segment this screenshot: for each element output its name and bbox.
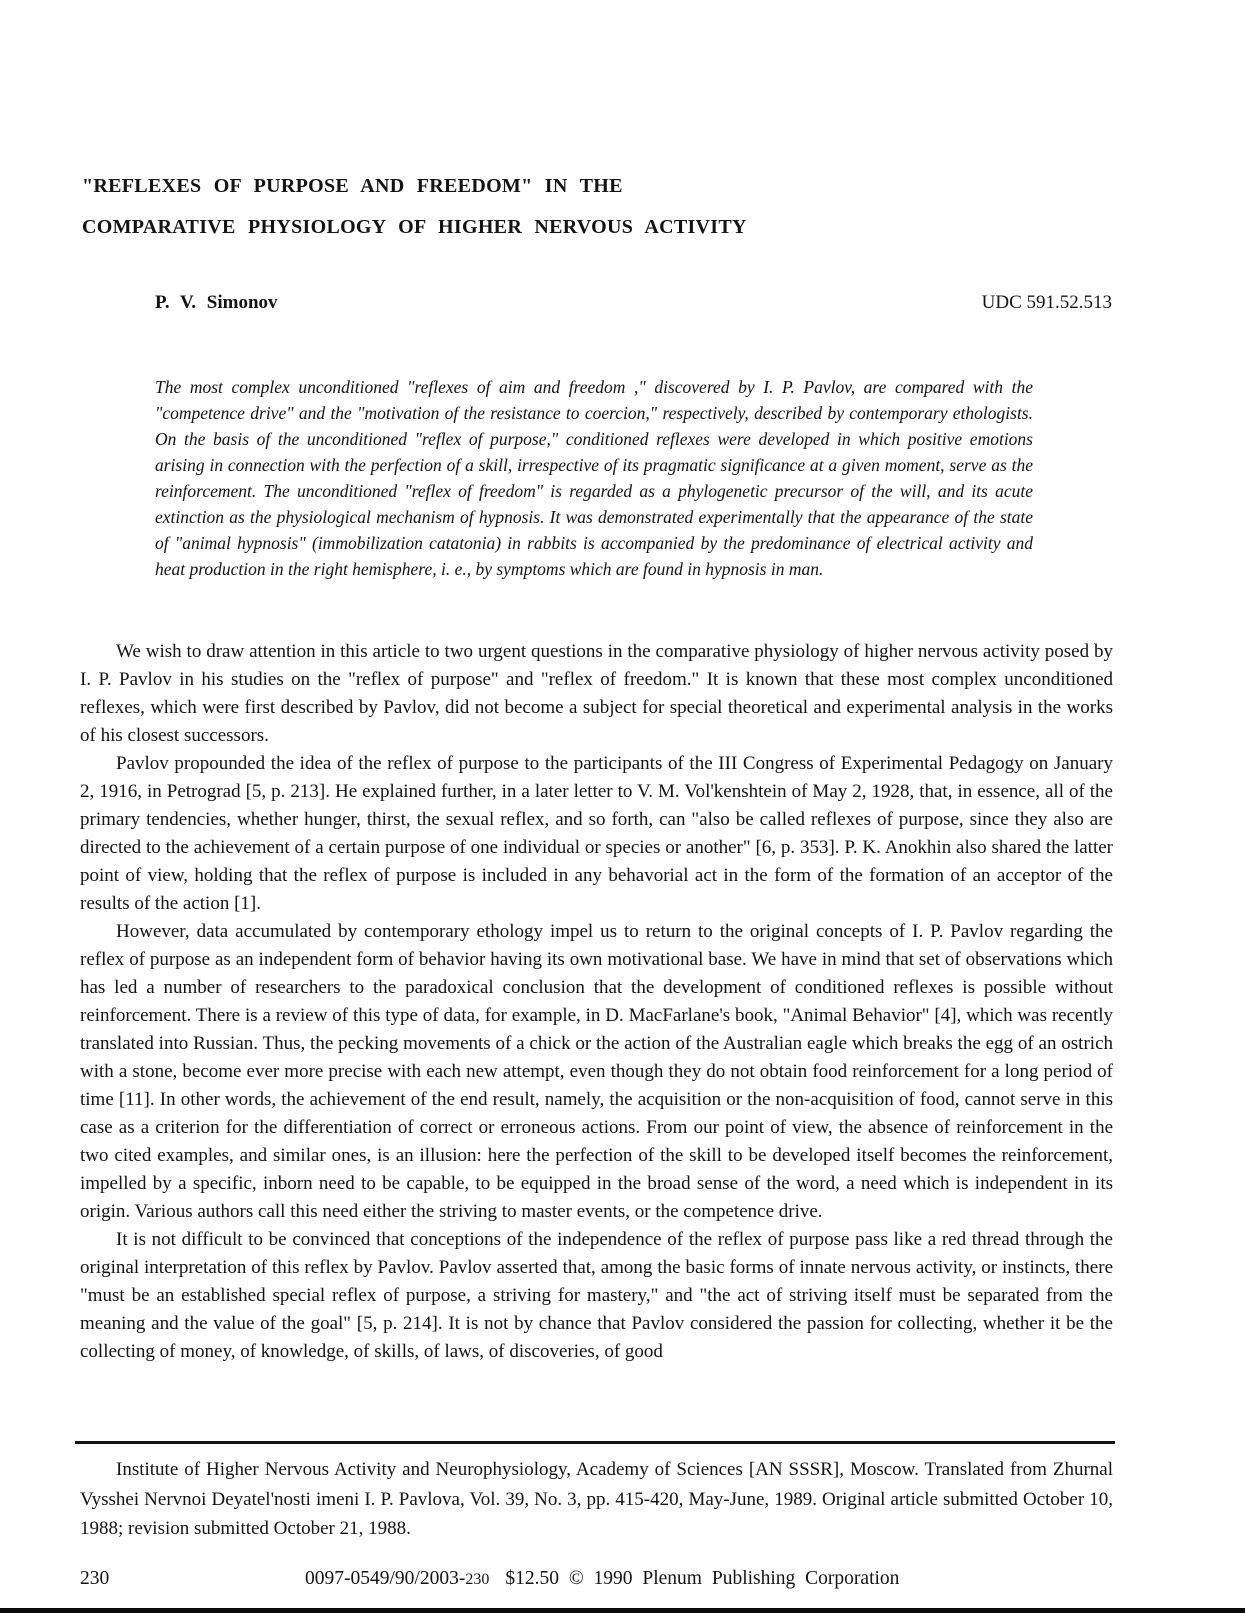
issn-code: 0097-0549/90/2003- [305,1568,466,1589]
abstract: The most complex unconditioned "reflexes of aim and freedom ," discovered by I. P. Pavlov, are compared with the "competence drive" and the "motivation of the resistance to coercion," respectively, described by contemporary ethologists. On the basis of the unconditioned "reflex of purpose," conditioned reflexes were developed in which positive emotions arising in connection with the perfection of a skill, irrespective of its pragmatic significance at a given moment, serve as the reinforcement. The unconditioned "reflex of freedom" is regarded as a phylogenetic precursor of the will, and its acute extinction as the physiological mechanism of hypnosis. It was demonstrated experimentally that the appearance of the state of "animal hypnosis" (immobilization catatonia) in rabbits is accompanied by the predominance of electrical activity and heat production in the right hemisphere, i. e., by symptoms which are found in hypnosis in man. [155,377,1033,579]
footnote-divider-rule [75,1441,1115,1444]
page-footer [80,1568,1113,1598]
udc-code: UDC 591.52.513 [981,292,1112,313]
body-paragraph-3: However, data accumulated by contemporary ethology impel us to return to the original concepts of I. P. Pavlov regarding the reflex of purpose as an independent form of behavior having its own motivational base. We have in mind that set of observations which has led a number of researchers to the paradoxical conclusion that the development of conditioned reflexes is possible without reinforcement. There is a review of this type of data, for example, in D. MacFarlane's book, "Animal Behavior" [4], which was recently translated into Russian. Thus, the pecking movements of a chick or the action of the Australian eagle which breaks the egg of an ostrich with a stone, become ever more precise with each new attempt, even though they do not obtain food reinforcement for a long period of time [11]. In other words, the achievement of the end result, namely, the acquisition or the non-acquisition of food, cannot serve in this case as a criterion for the differentiation of correct or erroneous actions. From our point of view, the absence of reinforcement in the two cited examples, and similar ones, is an illusion: here the perfection of the skill to be developed itself becomes the reinforcement, impelled by a specific, inborn need to be capable, to be equipped in the broad sense of the word, a need which is independent in its origin. Various authors call this need either the striving to master events, or the competence drive. [80,921,1113,1222]
publication-info [305,1568,899,1590]
page-number: 230 [80,1568,110,1589]
body-paragraph-4: It is not difficult to be convinced that conceptions of the independence of the reflex of purpose pass like a red thread through the original interpretation of this reflex by Pavlov. Pavlov asserted that, among the basic forms of innate nervous activity, or instincts, there "must be an established special reflex of purpose, a striving for mastery," and "the act of striving itself must be separated from the meaning and the value of the goal" [5, p. 214]. It is not by chance that Pavlov considered the passion for collecting, whether it be the collecting of money, of knowledge, of skills, of laws, of discoveries, of good [80,1229,1113,1362]
body-paragraph-2: Pavlov propounded the idea of the reflex of purpose to the participants of the III Congress of Experimental Pedagogy on January 2, 1916, in Petrograd [5, p. 213]. He explained further, in a later letter to V. M. Vol'kenshtein of May 2, 1928, that, in essence, all of the primary tendencies, whether hunger, thirst, the sexual reflex, and so forth, can "also be called reflexes of purpose, since they also are directed to the achievement of a certain purpose of one individual or species or another" [6, p. 353]. P. K. Anokhin also shared the latter point of view, holding that the reflex of purpose is included in any behavorial act in the form of the formation of an acceptor of the results of the action [1]. [80,753,1113,914]
article-title-line-1: "REFLEXES OF PURPOSE AND FREEDOM" IN THE [82,175,623,197]
scan-edge-bottom [0,1608,1245,1613]
issn-page-number: 230 [465,1571,490,1588]
article-body [80,638,1113,1366]
footnote-text: Institute of Higher Nervous Activity and Neurophysiology, Academy of Sciences [AN SSSR], Moscow. Translated from Zhurnal Vysshei Nervnoi Deyatel'nosti imeni I. P. Pavlova, Vol. 39, No. 3, pp. 415-420, May-June, 1989. Original article submitted October 10, 1988; revision submitted October 21, 1988. [80,1459,1113,1539]
article-title-line-2: COMPARATIVE PHYSIOLOGY OF HIGHER NERVOUS ACTIVITY [82,216,747,238]
copyright-text: $12.50 © 1990 Plenum Publishing Corporation [505,1568,900,1589]
author-name: P. V. Simonov [155,292,278,313]
article-title [82,166,1112,248]
body-paragraph-1: We wish to draw attention in this article to two urgent questions in the comparative physiology of higher nervous activity posed by I. P. Pavlov in his studies on the "reflex of purpose" and "reflex of freedom." It is known that these most complex unconditioned reflexes, which were first described by Pavlov, did not become a subject for special theoretical and experimental analysis in the works of his closest successors. [80,641,1113,746]
byline [155,292,1112,314]
